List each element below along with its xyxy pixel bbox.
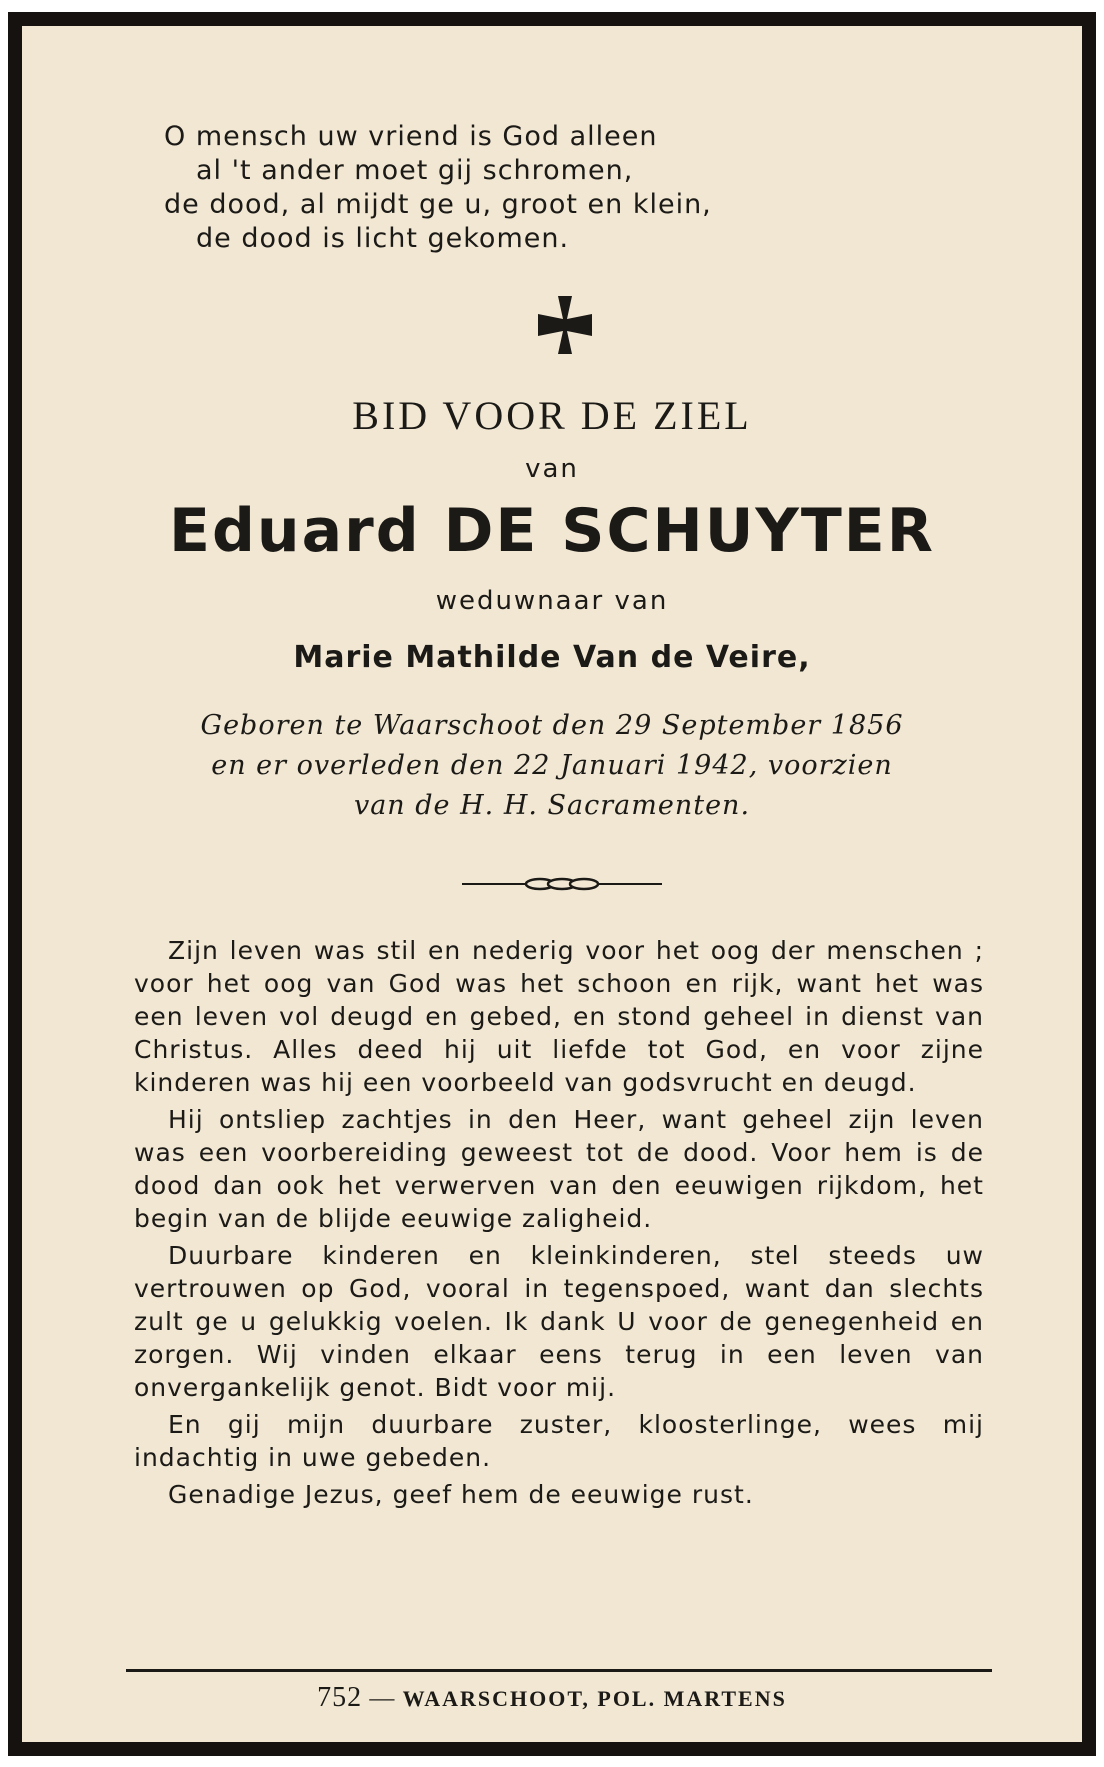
print-number: 752 <box>317 1682 363 1713</box>
paragraph-5: Genadige Jezus, geef hem de eeuwige rust. <box>168 1480 754 1509</box>
death-line: en er overleden den 22 Januari 1942, voorzien <box>211 750 893 781</box>
verse-line-1: O mensch uw vriend is God alleen <box>164 121 658 152</box>
widower-label: weduwnaar van <box>435 586 669 616</box>
cross-pattee-icon <box>534 294 596 356</box>
footer-rule <box>126 1669 992 1672</box>
sacraments-line: van de H. H. Sacramenten. <box>353 790 751 821</box>
memorial-card <box>8 12 1096 1756</box>
printer-imprint <box>22 1682 1082 1714</box>
paragraph-4: En gij mijn duurbare zuster, kloosterlinge, wees mij indachtig in uwe gebeden. <box>134 1410 984 1472</box>
spouse-name: Marie Mathilde Van de Veire, <box>293 640 811 675</box>
verse-line-4: de dood is licht gekomen. <box>196 223 570 254</box>
paragraph-1: Zijn leven was stil en nederig voor het oog der menschen ; voor het oog van God was het schoon en rijk, want het was een leven vol deugd en gebed, en stond geheel in dienst van Christus. Alles deed hij uit liefde tot God, en voor zijne kinderen was hij een voorbeeld van godsvrucht en deugd. <box>134 936 984 1097</box>
paragraph-3: Duurbare kinderen en kleinkinderen, stel steeds uw vertrouwen op God, vooral in tegenspoed, want dan slechts zult ge u gelukkig voelen. Ik dank U voor de genegenheid en zorgen. Wij vinden elkaar eens terug in een leven van onvergankelijk genot. Bidt voor mij. <box>134 1241 984 1402</box>
verse-line-2: al 't ander moet gij schromen, <box>196 155 634 186</box>
birth-line: Geboren te Waarschoot den 29 September 1856 <box>200 710 904 741</box>
memorial-text <box>134 934 984 1515</box>
deceased-name: Eduard DE SCHUYTER <box>169 496 935 566</box>
van-label: van <box>525 454 579 484</box>
ornament-divider-icon <box>462 872 662 896</box>
opening-verse <box>164 120 712 256</box>
birth-death-block <box>22 706 1082 826</box>
prayer-heading: BID VOOR DE ZIEL <box>352 393 752 438</box>
imprint-dash: — <box>369 1685 396 1712</box>
verse-line-3: de dood, al mijdt ge u, groot en klein, <box>164 189 712 220</box>
paragraph-2: Hij ontsliep zachtjes in den Heer, want geheel zijn leven was een voorbereiding geweest tot de dood. Voor hem is de dood dan ook het verwerven van den eeuwigen rijkdom, het begin van de blijde eeuwige zaligheid. <box>134 1105 984 1233</box>
printer-name: WAARSCHOOT, POL. MARTENS <box>402 1686 787 1711</box>
